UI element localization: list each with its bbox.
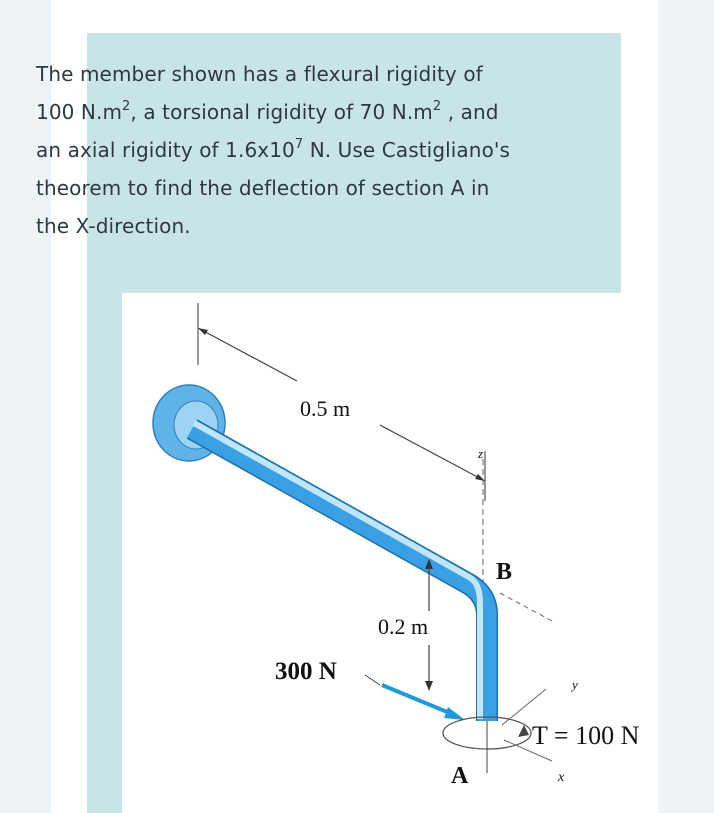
y-axis	[502, 689, 546, 725]
question-part-1: The member shown has a flexural rigidity of 100 N.m	[36, 62, 483, 124]
dimension-horizontal-label: 0.5 m	[300, 396, 351, 421]
vertical-dimension-arrow-bottom	[425, 681, 433, 691]
member-diagram	[122, 293, 658, 813]
question-superscript-1: 2	[122, 99, 131, 115]
point-a-label: A	[451, 763, 469, 789]
force-arrow	[382, 685, 452, 714]
force-label: 300 N	[275, 658, 337, 685]
torque-label: T = 100 N	[532, 721, 640, 750]
member-body	[192, 429, 487, 721]
question-superscript-3: 7	[294, 137, 304, 153]
question-part-4: N. Use Castigliano's theorem to find the deflection of section A in the X-direction.	[36, 138, 511, 238]
force-arrow-head	[444, 707, 465, 720]
dimension-line-left	[198, 328, 297, 381]
y-axis-label: y	[572, 677, 578, 692]
dimension-line-right	[380, 425, 485, 481]
question-superscript-2: 2	[432, 99, 442, 115]
z-axis-label: z	[478, 446, 484, 461]
question-part-3: , and an axial rigidity of 1.6x10	[36, 100, 499, 162]
question-text	[36, 55, 516, 245]
dimension-vertical-label: 0.2 m	[378, 614, 429, 639]
force-leader	[365, 675, 380, 685]
dimension-arrow-left	[198, 328, 208, 335]
x-axis-label: x	[558, 770, 565, 785]
b-axis-dashed	[500, 593, 552, 621]
member-figure	[122, 293, 658, 813]
point-b-label: B	[496, 559, 513, 585]
question-part-2: , a torsional rigidity of 70 N.m	[130, 100, 433, 124]
